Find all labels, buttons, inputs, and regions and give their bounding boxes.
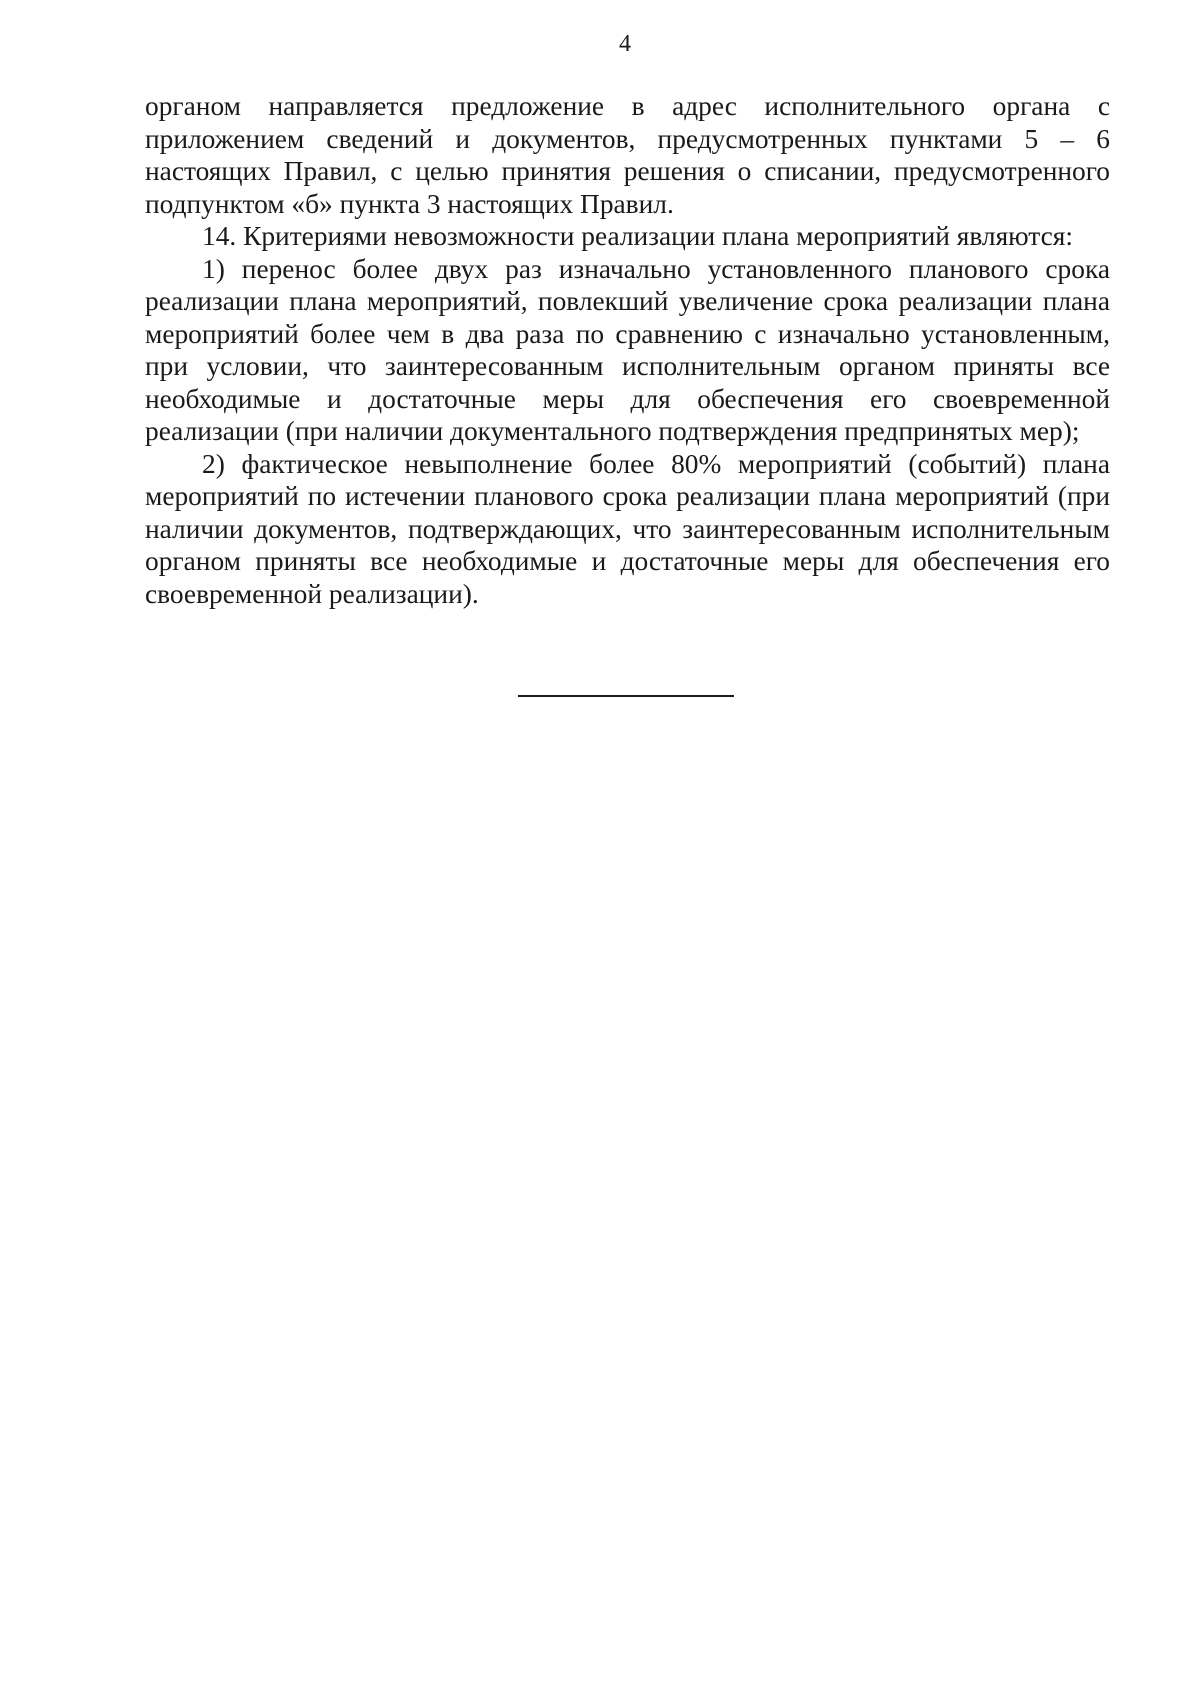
document-body (145, 90, 1110, 610)
end-of-document-rule (518, 695, 734, 697)
paragraph-criterion-2: 2) фактическое невыполнение более 80% мероприятий (событий) плана мероприятий по истечении планового срока реализации плана мероприятий (при наличии документов, подтверждающих, что заинтересованным исполнительным органом приняты все необходимые и достаточные меры для обеспечения его своевременной реализации). (145, 448, 1110, 609)
paragraph-clause-14: 14. Критериями невозможности реализации плана мероприятий являются: (202, 221, 1073, 251)
page-number: 4 (619, 31, 631, 57)
paragraph-criterion-1: 1) перенос более двух раз изначально установленного планового срока реализации плана мероприятий, повлекший увеличение срока реализации плана мероприятий более чем в два раза по сравнению с изначально установленным, при условии, что заинтересованным исполнительным органом приняты все необходимые и достаточные меры для обеспечения его своевременной реализации (при наличии документального подтверждения предпринятых мер); (145, 253, 1110, 446)
paragraph-continuation: органом направляется предложение в адрес исполнительного органа с приложением сведений и документов, предусмотренных пунктами 5 – 6 настоящих Правил, с целью принятия решения о списании, предусмотренного подпунктом «б» пункта 3 настоящих Правил. (145, 91, 1110, 219)
